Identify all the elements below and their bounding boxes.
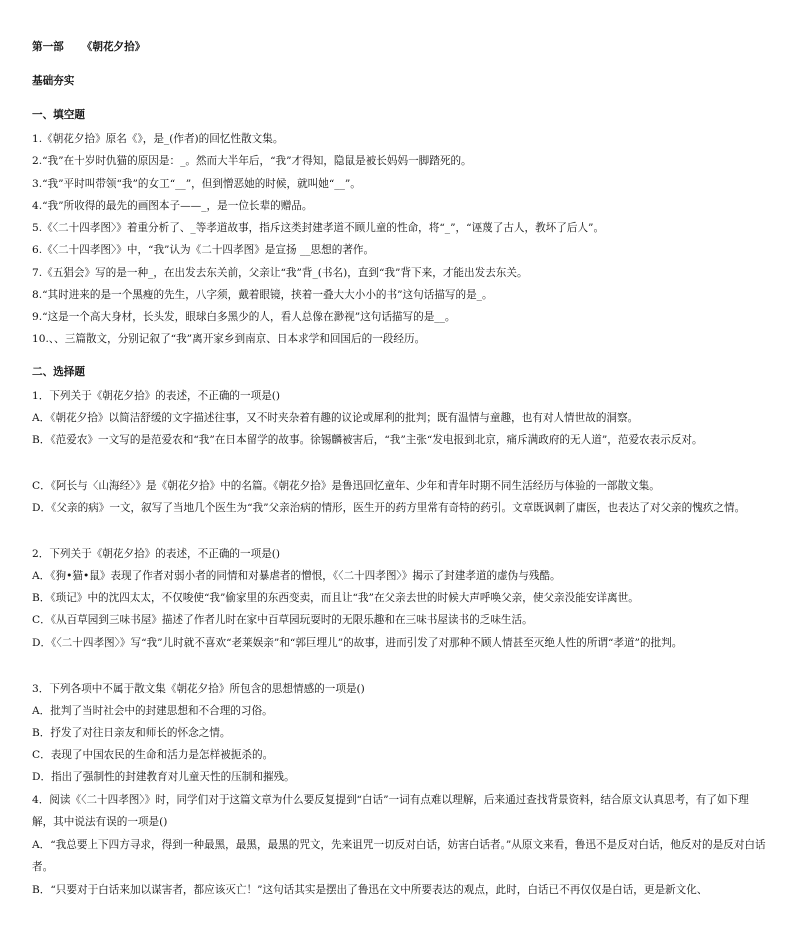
option-a: A．批判了当时社会中的封建思想和不合理的习俗。 — [32, 705, 273, 717]
fill-blank-item: 7.《五猖会》写的是一种_，在出发去东关前，父亲让“我”背_(书名)，直到“我”背下来，才能出发去东关。 — [32, 267, 528, 279]
fill-blank-heading: 一、填空题 — [32, 109, 85, 121]
option-d: D．《父亲的病》一文，叙写了当地几个医生为“我”父亲治病的情形，医生开的药方里常有奇特的药引。文章既讽刺了庸医，也表达了对父亲的愧疚之情。 — [32, 502, 746, 514]
section-basic-heading: 基础夯实 — [32, 75, 75, 87]
option-d: D．《〈二十四孝图〉》写“我”儿时就不喜欢“老莱娱亲”和“郭巨埋儿”的故事，进而引发了对那种不顾人情甚至灭绝人性的所谓“孝道”的批判。 — [32, 637, 683, 649]
question-stem: 1．下列关于《朝花夕拾》的表述，不正确的一项是() — [32, 390, 281, 402]
part-label: 第一部 — [32, 41, 64, 53]
fill-blank-item: 3.“我”平时叫带领“我”的女工“__”，但到憎恶她的时候，就叫她“__”。 — [32, 178, 361, 190]
option-b: B．《琐记》中的沈四太太，不仅唆使“我”偷家里的东西变卖，而且让“我”在父亲去世的时候大声呼唤父亲，使父亲没能安详离世。 — [32, 592, 639, 604]
choice-heading: 二、选择题 — [32, 366, 85, 378]
fill-blank-item: 9.“这是一个高大身材，长头发，眼球白多黑少的人，看人总像在渺视”这句话描写的是__。 — [32, 311, 456, 323]
document-header — [32, 41, 766, 54]
fill-blank-item: 8.“其时进来的是一个黑瘦的先生，八字须，戴着眼镜，挟着一叠大大小小的书”这句话描写的是_。 — [32, 289, 493, 301]
book-title: 《朝花夕拾》 — [81, 41, 146, 53]
option-b: B．“只要对于白话来加以谋害者，都应该灭亡！”这句话其实是摆出了鲁迅在文中所要表达的观点，此时，白话已不再仅仅是白话，更是新文化、 — [32, 884, 708, 896]
option-a: A．《狗•猫•鼠》表现了作者对弱小者的同情和对暴虐者的憎恨，《〈二十四孝图〉》揭示了封建孝道的虚伪与残酷。 — [32, 570, 561, 582]
option-b: B．抒发了对往日亲友和师长的怀念之情。 — [32, 727, 231, 739]
option-a: A．《朝花夕拾》以简洁舒缓的文字描述往事，又不时夹杂着有趣的议论或犀利的批判；既有温情与童趣，也有对人情世故的洞察。 — [32, 412, 639, 424]
question-stem: 3．下列各项中不属于散文集《朝花夕拾》所包含的思想情感的一项是() — [32, 683, 365, 695]
fill-blank-item: 4.“我”所收得的最先的画图本子——_，是一位长辈的赠品。 — [32, 200, 313, 212]
fill-blank-item: 6.《〈二十四孝图〉》中，“我”认为《二十四孝图》是宣扬 __思想的著作。 — [32, 244, 375, 256]
fill-blank-item: 5.《〈二十四孝图〉》着重分析了、_等孝道故事，指斥这类封建孝道不顾儿童的性命，将“_”，“诬蔑了古人，教坏了后人”。 — [32, 222, 605, 234]
fill-blank-item: 10.、、三篇散文，分别记叙了“我”离开家乡到南京、日本求学和回国后的一段经历。 — [32, 333, 426, 345]
option-a: A．“我总要上下四方寻求，得到一种最黑，最黑，最黑的咒文，先来诅咒一切反对白话，妨害白话者。”从原文来看，鲁迅不是反对白话，他反对的是反对白话者。 — [32, 839, 766, 873]
question-stem: 4．阅读《〈二十四孝图〉》时，同学们对于这篇文章为什么要反复提到“白话”一词有点难以理解，后来通过查找背景资料，结合原文认真思考，有了如下理解，其中说法有误的一项是() — [32, 794, 749, 828]
option-d: D．指出了强制性的封建教育对儿童天性的压制和摧残。 — [32, 771, 295, 783]
option-c: C．《阿长与〈山海经〉》是《朝花夕拾》中的名篇。《朝花夕拾》是鲁迅回忆童年、少年和青年时期不同生活经历与体验的一部散文集。 — [32, 480, 660, 492]
option-b: B．《范爱农》一文写的是范爱农和“我”在日本留学的故事。徐锡麟被害后，“我”主张“发电报到北京，痛斥满政府的无人道”，范爱农表示反对。 — [32, 434, 703, 446]
question-stem: 2．下列关于《朝花夕拾》的表述，不正确的一项是() — [32, 548, 281, 560]
option-c: C．表现了中国农民的生命和活力是怎样被扼杀的。 — [32, 749, 274, 761]
fill-blank-item: 2.“我”在十岁时仇猫的原因是：_。然而大半年后，“我”才得知，隐鼠是被长妈妈一脚踏死的。 — [32, 155, 472, 167]
option-c: C．《从百草园到三味书屋》描述了作者儿时在家中百草园玩耍时的无限乐趣和在三味书屋读书的乏味生活。 — [32, 614, 533, 626]
fill-blank-item: 1.《朝花夕拾》原名《》，是_(作者)的回忆性散文集。 — [32, 133, 284, 145]
